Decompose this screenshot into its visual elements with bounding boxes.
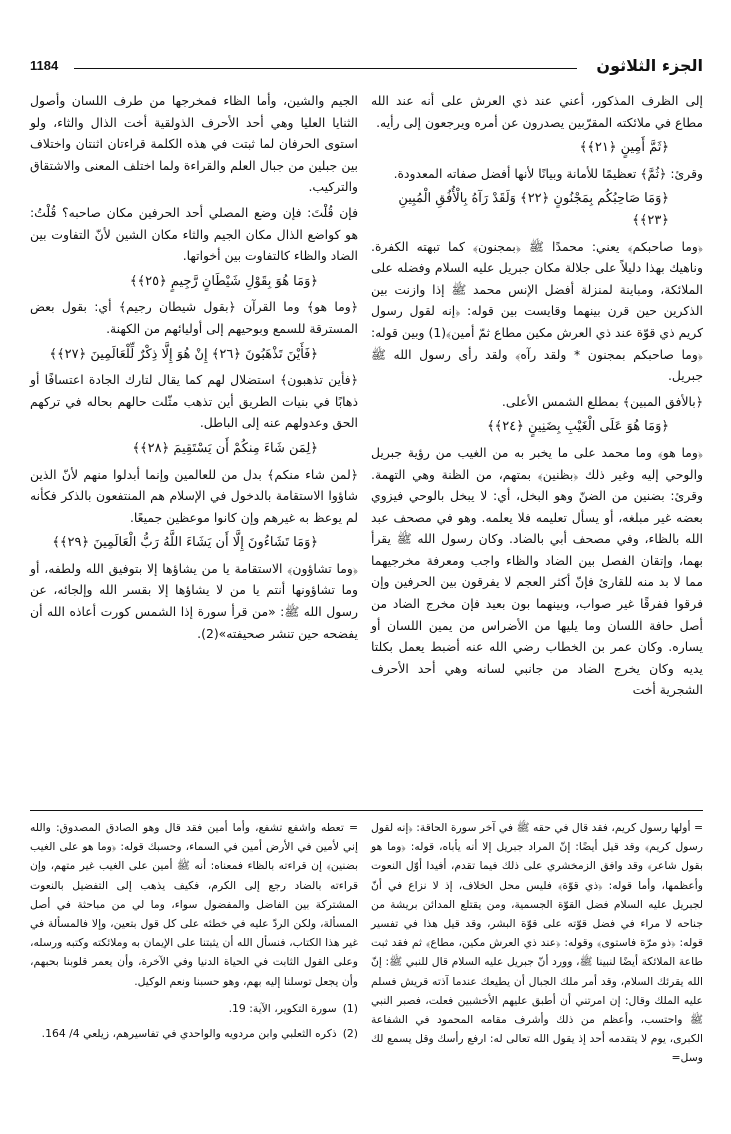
quran-verse: ﴿وَمَا صَاحِبُكُم بِمَجْنُونٍ ﴿٢٢﴾ وَلَقَدْ رَآهُ بِالْأُفُقِ الْمُبِينِ ﴿٢٣﴾﴾	[398, 191, 669, 228]
quran-verse: ﴿وَمَا هُوَ عَلَى الْغَيْبِ بِضَنِينٍ ﴿٢٤﴾﴾	[487, 419, 669, 435]
paragraph: ﴿فأين تذهبون﴾ استضلال لهم كما يقال لتارك الجادة اعتسافًا أو ذهابًا في بنيات الطريق أين تذهب مثّلت حالهم بحاله في تركهم الحق وعدولهم عنه إلى الباطل.	[30, 372, 358, 431]
footnote-item	[30, 999, 358, 1018]
quran-verse: ﴿لِمَن شَاءَ مِنكُمْ أَن يَسْتَقِيمَ ﴿٢٨﴾﴾	[132, 440, 318, 456]
footnote-divider	[30, 810, 703, 811]
main-column-right	[371, 90, 703, 705]
footnote-text: سورة التكوير، الآية: 19.	[228, 1001, 337, 1015]
main-column-left	[30, 90, 358, 648]
page-header	[30, 56, 703, 82]
paragraph: ﴿وما صاحبكم﴾ يعني: محمدًا ﷺ ﴿بمجنون﴾ كما تبهته الكفرة. وناهيك بهذا دليلاً على جلالة مكان جبريل عليه السلام وفضله على الملائكة، ومباينة لمنزلة أفضل الإنس محمد ﷺ إذا وازنت بين الذكرين حين قرن بينهما وقايست بين قوله: ﴿إنه لقول رسول كريم ذي قوّة عند ذي العرش مكين مطاع ثمّ أمين﴾(1) وبين قوله: ﴿وما صاحبكم بمجنون * ولقد رآه﴾ ولقد رأى رسول الله ﷺ جبريل.	[371, 238, 704, 384]
paragraph: الجيم والشين، وأما الظاء فمخرجها من طرف اللسان وأصول الثنايا العليا وهي أحد الأحرف الذولقية أخت الذال والثاء، ولو استوى الحرفان لما ثبتت في هذه الكلمة قراءتان اثنتان واختلاف بين جبلين من جبال العلم والقراءة ولما اختلف المعنى والاشتقاق والتركيب.	[30, 93, 358, 195]
quran-verse: ﴿وَمَا تَشَاءُونَ إِلَّا أَن يَشَاءَ اللَّهُ رَبُّ الْعَالَمِينَ ﴿٢٩﴾﴾	[52, 535, 318, 551]
running-title: الجزء الثلاثون	[596, 56, 703, 75]
footnote-continuation: = تعطه واشفع تشفع، وأما أمين فقد قال وهو الصادق المصدوق: والله إني لأمين في الأرض أمين في السماء، وحسبك قوله: ﴿وما هو على الغيب بضنين﴾ إن قراءته بالظاء فمعناه: أنه ﷺ أمين على الغيب غير متهم، وإن قراءته بالضاد رجع إلى الكرم، فكيف يذهب إلى التفضيل بالنعوت المشتركة بين الفاضل والمفضول سواء، وما لي من مباحثة في أصل المسألة، ولكن الردّ عليه في خطئه على كل قول بتعين، وإلا فالمسألة في غير هذا الكتاب، فنسأل الله أن يثبتنا على الإيمان به وملائكته وكتبه ورسله، وعلى القول الثابت في الحياة الدنيا وفي الآخرة، وأن يعمر قلوبنا بحبهم، وأن يجعل توسلنا إليه بهم، وهو حسبنا ونعم الوكيل.	[30, 821, 358, 988]
page-number: 1184	[30, 58, 59, 73]
footnote-item	[30, 1024, 358, 1043]
footnote-number: (2)	[342, 1027, 358, 1041]
footnote-number: (1)	[342, 1001, 358, 1015]
footnote-text: ذكره الثعلبي وابن مردويه والواحدي في تفاسيرهم، زيلعي 4/ 164.	[41, 1027, 337, 1041]
paragraph: ﴿وما تشاؤون﴾ الاستقامة يا من يشاؤها إلا بتوفيق الله ولطفه، أو وما تشاؤونها أنتم يا من لا يشاؤها إلا بقسر الله وإلجائه، عن رسول الله ﷺ: «من قرأ سورة إذا الشمس كورت أعاذه الله أن يفضحه حين تنشر صحيفته»(2).	[30, 560, 358, 641]
paragraph: فإن قُلْتَ: فإن وضع المصلي أحد الحرفين مكان صاحبه؟ قُلْتُ: هو كواضع الذال مكان الجيم والثاء مكان الشين لأنّ التفاوت بين الضاد والظاء كالتفاوت بين أخواتها.	[30, 204, 358, 264]
quran-verse: ﴿وَمَا هُوَ بِقَوْلِ شَيْطَانٍ رَّجِيمٍ ﴿٢٥﴾﴾	[129, 273, 318, 289]
footnote-list	[30, 999, 358, 1043]
footnotes-left	[30, 818, 358, 1049]
paragraph: ﴿بالأفق المبين﴾ بمطلع الشمس الأعلى.	[501, 393, 703, 409]
paragraph: ﴿وما هو﴾ وما محمد على ما يخبر به من الغيب من رؤية جبريل والوحي إليه وغير ذلك ﴿بظنين﴾ بمتهم، من الظنة وهي التهمة. وقرئ: بضنين من الضنّ وهو البخل، أي: لا يبخل بالوحي فيزوي بعضه غير مبلغه، أو يسأل تعليمه فلا يعلمه. وهو في مصحف عبد الله بالظاء، وفي مصحف أبي بالضاد. وكان رسول الله ﷺ يقرأ بهما، وإتقان الفصل بين الضاد والظاء واجب ومعرفة مخرجيهما مما لا بد منه للقارئ فإنّ أكثر العجم لا يفرقون بين الحرفين وإن فرقوا ففرقًا غير صواب، وبينهما بون بعيد فإن مخرج الضاد من أصل حافة اللسان وما يليها من الأضراس من يمين اللسان أو يساره. وكان عمر بن الخطاب رضي الله عنه أضبط يعمل بكلتا يديه وكان يخرج الضاد من جانبي لسانه وهي أحد الأحرف الشجرية أخت	[371, 444, 703, 698]
footnotes-right	[371, 818, 703, 1068]
quran-verse: ﴿ثَمَّ أَمِينٍ ﴿٢١﴾﴾	[579, 140, 669, 156]
paragraph: ﴿وما هو﴾ وما القرآن ﴿بقول شيطان رجيم﴾ أي: بقول بعض المسترقة للسمع وبوحيهم إلى أوليائهم من الكهنة.	[30, 299, 358, 336]
header-rule	[74, 68, 577, 69]
quran-verse: ﴿فَأَيْنَ تَذْهَبُونَ ﴿٢٦﴾ إِنْ هُوَ إِلَّا ذِكْرٌ لِّلْعَالَمِينَ ﴿٢٧﴾﴾	[49, 346, 318, 362]
paragraph: إلى الظرف المذكور، أعني عند ذي العرش على أنه عند الله مطاع في ملائكته المقرّبين يصدرون عن أمره ويرجعون إلى رأيه.	[371, 93, 703, 130]
footnote-continuation: = أولها رسول كريم، فقد قال في حقه ﷺ في آخر سورة الحاقة: ﴿إنه لقول رسول كريم﴾ وقد قيل أيضًا: إنّ المراد جبريل إلا أنه يأباه، قوله: ﴿وما هو بقول شاعر﴾ وقد وافق الزمخشري على ذلك فيما تقدم، أفيدا أوّل النعوت وأعظمها، وأما قوله: ﴿ذي قوّة﴾ فليس محل الخلاف، إذ لا نزاع في أنّ لجبريل عليه السلام فضل القوّة الجسمية، ومن يقتلع المدائن بريشة من جناحه لا مراء في فضل قوّته على قوّة البشر، وقد قيل هذا في تفسير قوله: ﴿ذو مرّة فاستوى﴾ وقوله: ﴿عند ذي العرش مكين، مطاع﴾ ثم فقد ثبت طاعة الملائكة أيضًا لنبينا ﷺ، وورد أنّ جبريل عليه السلام قال للنبي ﷺ: إنّ الله يقرئك السلام، وقد أمر ملك الجبال أن يطيعك عندما آذته قريش فسلم عليه الملك وقال: إن امرتني أن أطبق عليهم الأخشبين فعلت، فصبر النبي ﷺ واحتسب، وأعظم من ذلك وأشرف مقامه المحمود في الشفاعة الكبرى، يوم لا يتقدمه أحد إذ يقول الله تعالى له: ارفع رأسك وقل يسمع لك وسل=	[371, 821, 703, 1065]
paragraph: ﴿لمن شاء منكم﴾ بدل من للعالمين وإنما أبدلوا منهم لأنّ الذين شاؤوا الاستقامة بالدخول في الإسلام هم المنتفعون بالذكر فكأنه لم يوعظ به غيرهم وإن كانوا موعظين جميعًا.	[30, 466, 358, 525]
paragraph: وقرئ: ﴿ثُمَّ﴾ تعظيمًا للأمانة وبيانًا لأنها أفضل صفاته المعدودة.	[393, 165, 703, 181]
